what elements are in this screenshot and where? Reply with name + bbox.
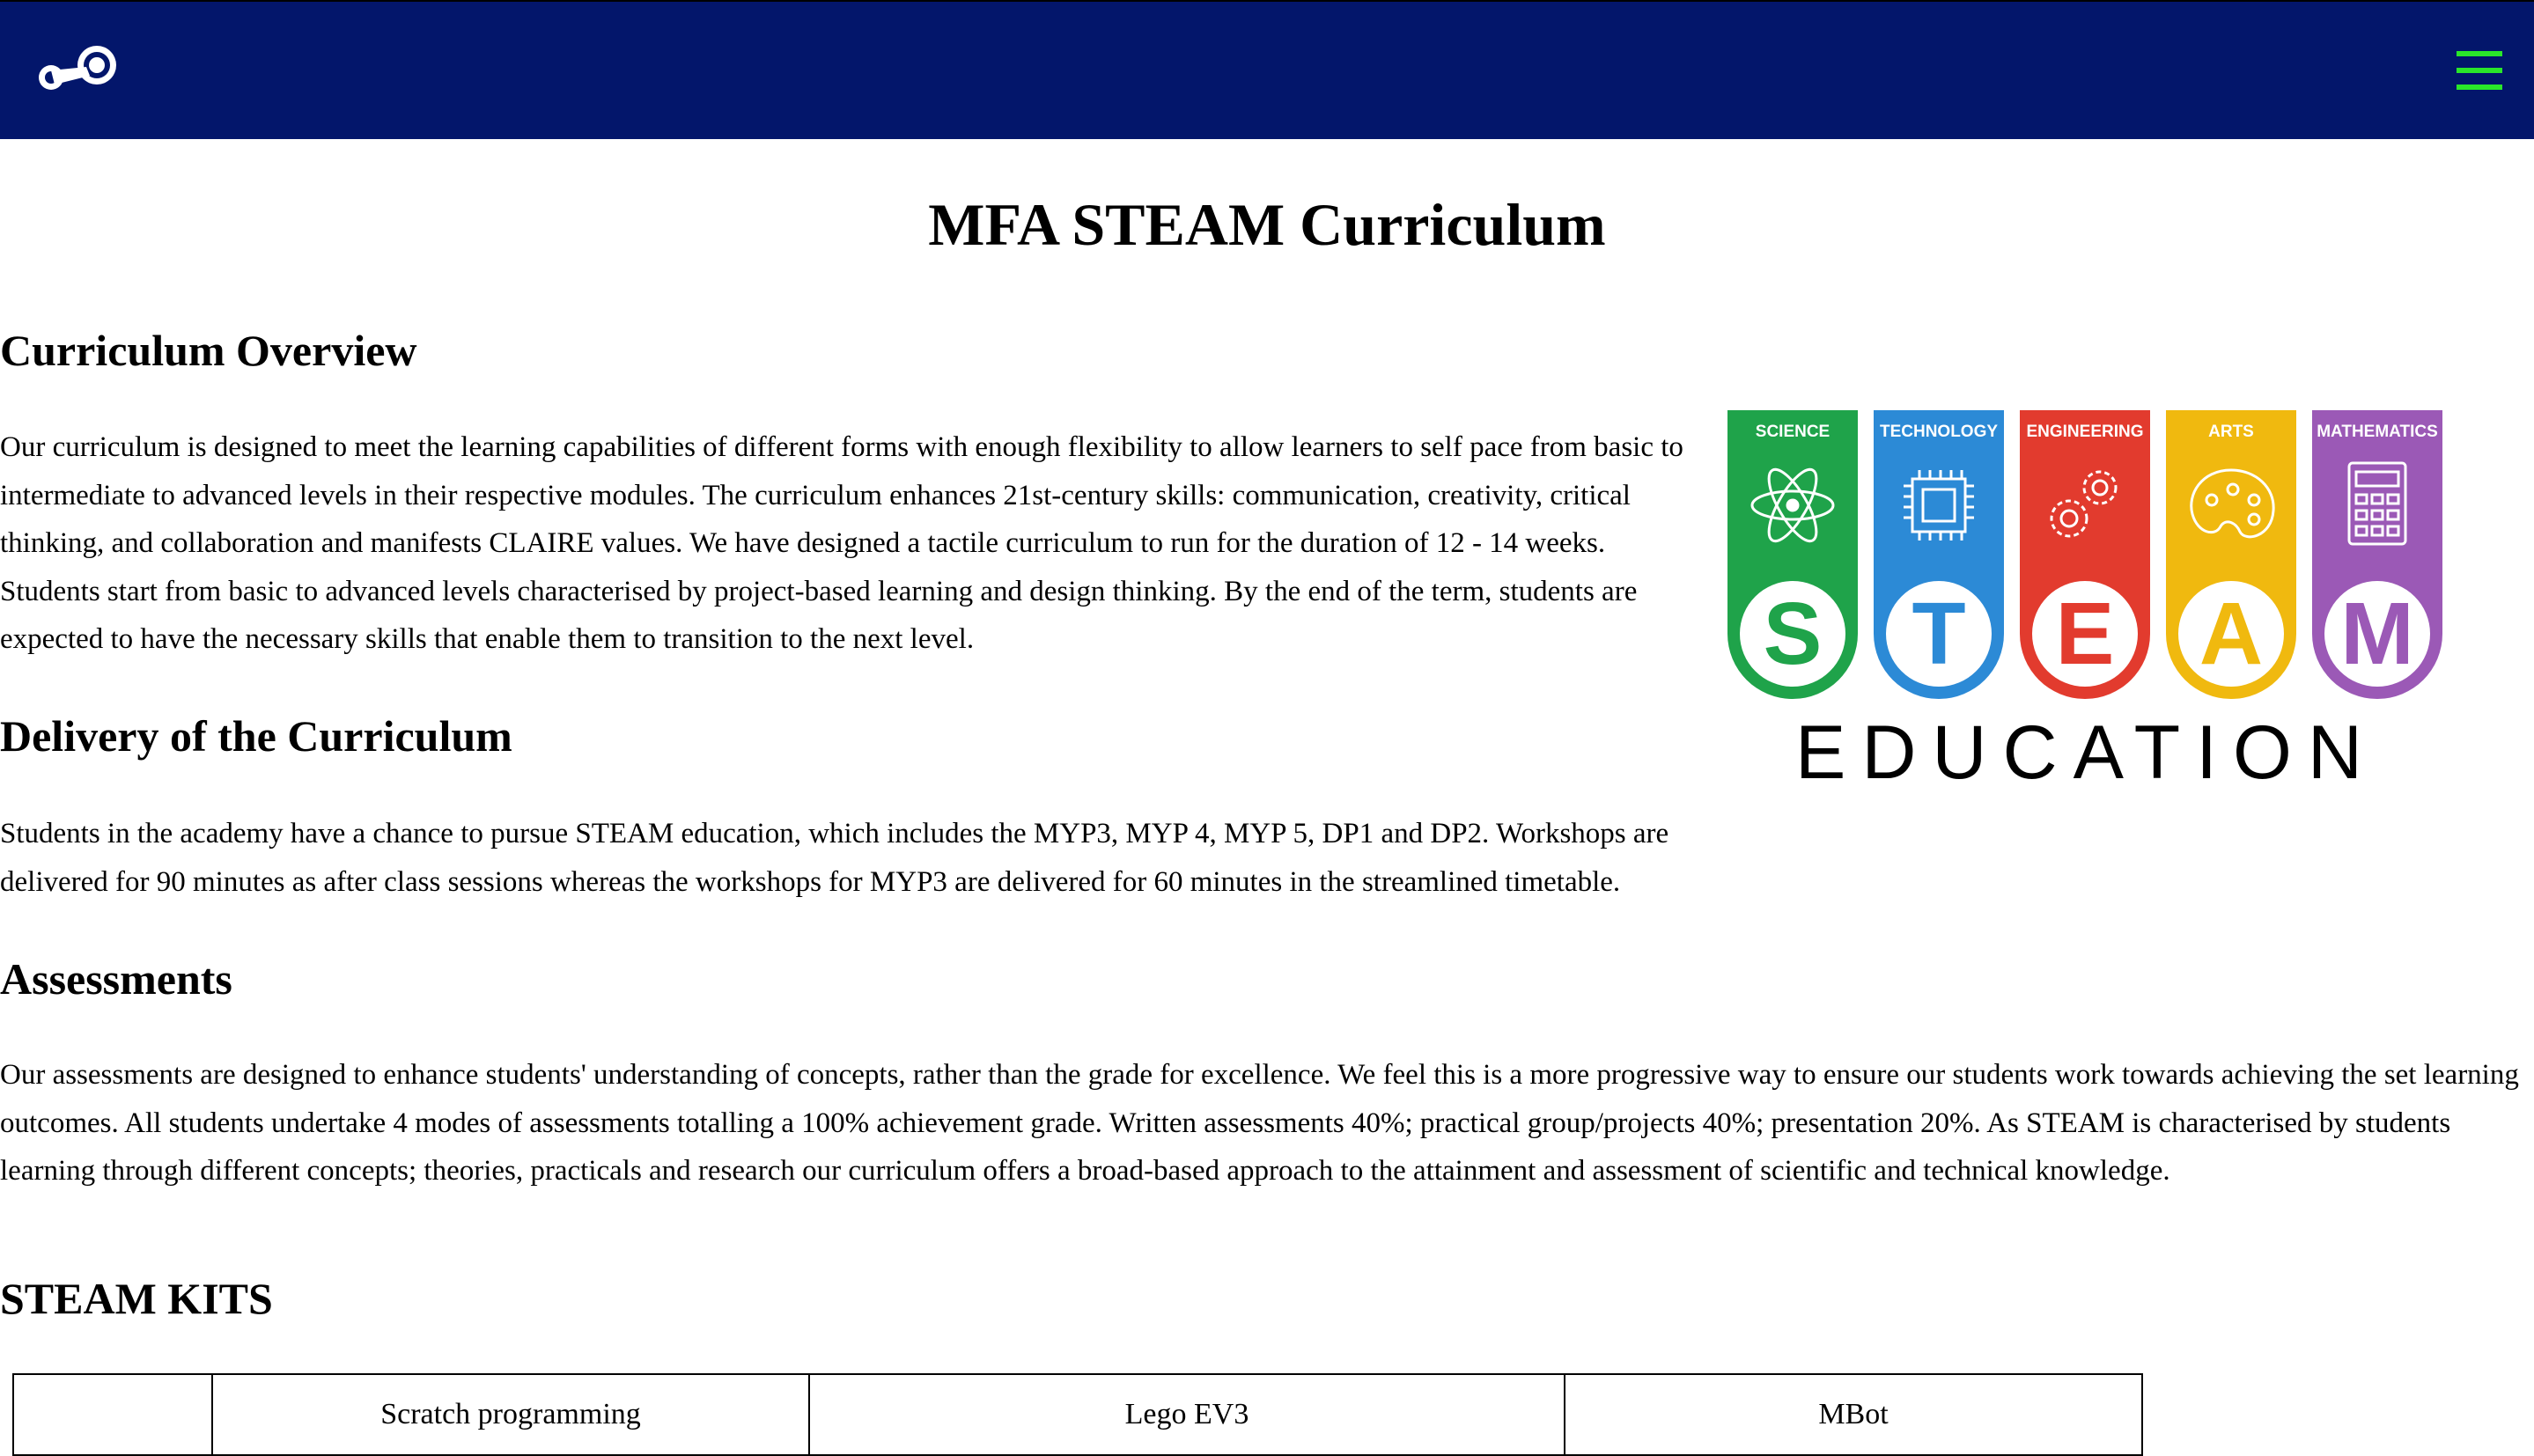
banner-label: TECHNOLOGY <box>1879 423 1999 441</box>
overview-text: Our curriculum is designed to meet the learning capabilities of different forms with enough flexibility to allow learners to self pace from basic to intermediate to advanced levels in their respective modules. The curriculum enhances 21st-century skills: communication, creativity, critical thinking, and collaboration and manifests CLAIRE values. We have designed a tactile curriculum to run for the duration of 12 - 14 weeks. Students start from basic to advanced levels characterised by project-based learning and design thinking. By the end of the term, students are expected to have the necessary skills that enable them to transition to the next level. <box>0 431 1683 655</box>
engineering-banner <box>2020 410 2150 699</box>
banner-label: SCIENCE <box>1755 423 1831 441</box>
banner-label: ENGINEERING <box>2026 423 2144 441</box>
delivery-text: Students in the academy have a chance to pursue STEAM education, which includes the MYP3, MYP 4, MYP 5, DP1 and DP2. Workshops are delivered for 90 minutes as after class sessions whereas the workshops for MYP3 are delivered for 60 minutes in the streamlined timetable. <box>0 818 1669 898</box>
steam-logo-icon[interactable] <box>32 40 120 99</box>
top-navbar <box>0 0 2534 139</box>
mathematics-banner <box>2312 410 2442 699</box>
arts-banner <box>2166 410 2296 699</box>
assessments-heading: Assessments <box>0 954 232 1004</box>
hamburger-menu-icon[interactable] <box>2457 51 2502 90</box>
table-cell <box>13 1374 212 1455</box>
assessments-text: Our assessments are designed to enhance students' understanding of concepts, rather than the grade for excellence. We feel this is a more progressive way to ensure our students work towards achieving the set learning outcomes. All students undertake 4 modes of assessments totalling a 100% achievement grade. Written assessments 40%; practical group/projects 40%; presentation 20%. As STEAM is characterised by students learning through different concepts; theories, practicals and research our curriculum offers a broad-based approach to the attainment and assessment of scientific and technical knowledge. <box>0 1059 2519 1187</box>
delivery-heading: Delivery of the Curriculum <box>0 711 512 761</box>
table-cell-scratch: Scratch programming <box>212 1374 809 1455</box>
technology-banner <box>1874 410 2004 699</box>
banner-letter: T <box>1912 585 1966 683</box>
table-row <box>13 1374 2142 1455</box>
science-banner <box>1727 410 1858 699</box>
banner-letter: E <box>2055 585 2115 683</box>
banner-label: ARTS <box>2208 423 2254 441</box>
table-cell-mbot: MBot <box>1565 1374 2142 1455</box>
steam-kits-table <box>12 1373 2143 1456</box>
table-cell-lego: Lego EV3 <box>809 1374 1565 1455</box>
steam-kits-heading: STEAM KITS <box>0 1274 273 1323</box>
page-title: MFA STEAM Curriculum <box>928 191 1606 258</box>
banner-letter: S <box>1763 585 1823 683</box>
banner-label: MATHEMATICS <box>2317 423 2438 441</box>
education-caption: EDUCATION <box>1794 710 2379 789</box>
banner-letter: M <box>2340 585 2414 683</box>
banner-letter: A <box>2199 585 2264 683</box>
overview-heading: Curriculum Overview <box>0 326 417 375</box>
steam-education-image <box>1726 408 2448 789</box>
